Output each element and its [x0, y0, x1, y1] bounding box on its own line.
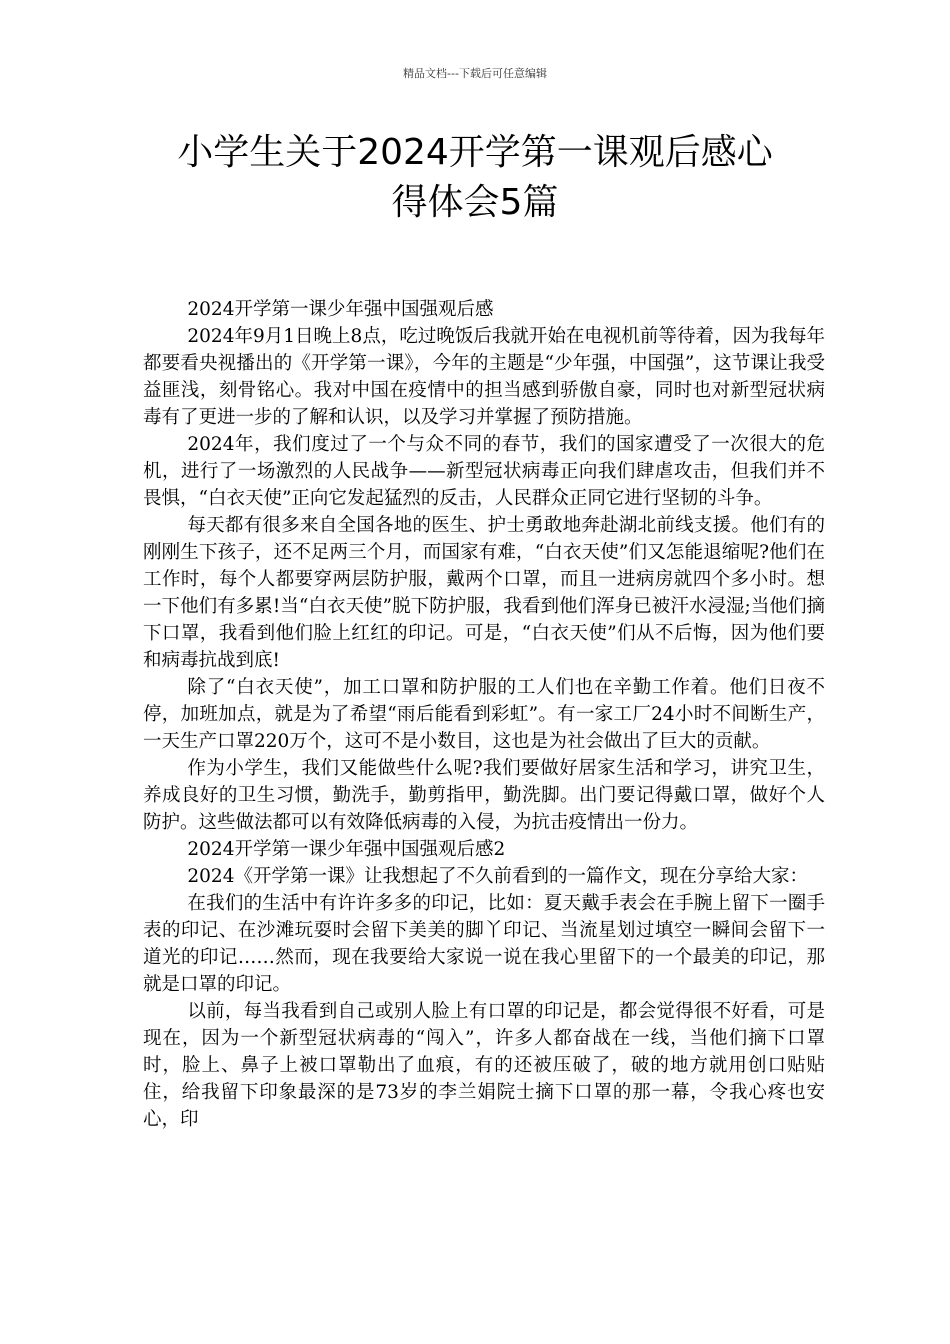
document-body — [143, 296, 825, 1133]
paragraph: 作为小学生，我们又能做些什么呢?我们要做好居家生活和学习，讲究卫生，养成良好的卫生习惯，勤洗手，勤剪指甲，勤洗脚。出门要记得戴口罩，做好个人防护。这些做法都可以有效降低病毒的入侵，为抗击疫情出一份力。 — [143, 758, 825, 833]
title-line-1: 小学生关于2024开学第一课观后感心 — [177, 132, 773, 173]
section-heading: 2024开学第一课少年强中国强观后感 — [187, 299, 494, 320]
paragraph: 除了“白衣天使”，加工口罩和防护服的工人们也在辛勤工作着。他们日夜不停，加班加点，就是为了希望“雨后能看到彩虹”。有一家工厂24小时不间断生产，一天生产口罩220万个，这可不是小数目，这也是为社会做出了巨大的贡献。 — [143, 677, 825, 752]
section-heading: 2024开学第一课少年强中国强观后感2 — [187, 839, 506, 860]
document-title — [60, 128, 890, 228]
paragraph: 2024年，我们度过了一个与众不同的春节，我们的国家遭受了一次很大的危机，进行了一场激烈的人民战争——新型冠状病毒正向我们肆虐攻击，但我们并不畏惧，“白衣天使”正向它发起猛烈的反击，人民群众正同它进行坚韧的斗争。 — [143, 434, 825, 509]
header-note: 精品文档---下载后可任意编辑 — [403, 67, 547, 80]
paragraph: 每天都有很多来自全国各地的医生、护士勇敢地奔赴湖北前线支援。他们有的刚刚生下孩子，还不足两三个月，而国家有难，“白衣天使”们又怎能退缩呢?他们在工作时，每个人都要穿两层防护服，戴两个口罩，而且一进病房就四个多小时。想一下他们有多累!当“白衣天使”脱下防护服，我看到他们浑身已被汗水浸湿;当他们摘下口罩，我看到他们脸上红红的印记。可是，“白衣天使”们从不后悔，因为他们要和病毒抗战到底! — [143, 515, 825, 671]
title-line-2: 得体会5篇 — [391, 182, 559, 223]
paragraph: 以前，每当我看到自己或别人脸上有口罩的印记是，都会觉得很不好看，可是现在，因为一个新型冠状病毒的“闯入”，许多人都奋战在一线，当他们摘下口罩时，脸上、鼻子上被口罩勒出了血痕，有的还被压破了，破的地方就用创口贴贴住，给我留下印象最深的是73岁的李兰娟院士摘下口罩的那一幕，令我心疼也安心，印 — [143, 1001, 825, 1130]
paragraph: 在我们的生活中有许许多多的印记，比如：夏天戴手表会在手腕上留下一圈手表的印记、在沙滩玩耍时会留下美美的脚丫印记、当流星划过填空一瞬间会留下一道光的印记……然而，现在我要给大家说一说在我心里留下的一个最美的印记，那就是口罩的印记。 — [143, 893, 825, 995]
paragraph: 2024年9月1日晚上8点，吃过晚饭后我就开始在电视机前等待着，因为我每年都要看央视播出的《开学第一课》，今年的主题是“少年强，中国强”，这节课让我受益匪浅，刻骨铭心。我对中国在疫情中的担当感到骄傲自豪，同时也对新型冠状病毒有了更进一步的了解和认识，以及学习并掌握了预防措施。 — [143, 326, 825, 428]
paragraph: 2024《开学第一课》让我想起了不久前看到的一篇作文，现在分享给大家： — [187, 866, 808, 887]
